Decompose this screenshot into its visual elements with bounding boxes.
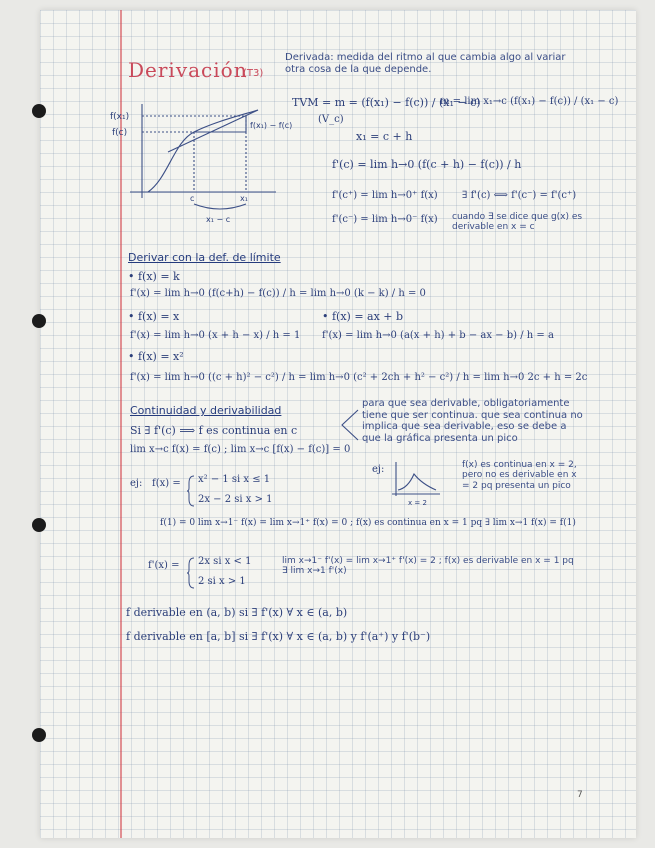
derivative-conclusion: lim x→1⁻ f'(x) = lim x→1⁺ f'(x) = 2 ; f(x) es derivable en x = 1 pq ∃ lim x→1 f'(x)	[282, 556, 574, 577]
derivative-branch-2: 2 si x > 1	[198, 576, 246, 587]
secant-line	[168, 110, 258, 152]
derivative-branch-1: 2x si x < 1	[198, 556, 252, 567]
example-square-func: • f(x) = x²	[128, 350, 184, 363]
derivative-definition: f'(c) = lim h→0 (f(c + h) − f(c)) / h	[332, 158, 522, 171]
function-curve	[148, 110, 258, 192]
example-constant-calc: f'(x) = lim h→0 (f(c+h) − f(c)) / h = lim h→0 (k − k) / h = 0	[130, 288, 426, 299]
existence-note: cuando ∃ se dice que g(x) es derivable en x = c	[452, 212, 583, 233]
title-number: (T3)	[243, 68, 264, 79]
label-f-c: f(c)	[112, 128, 128, 138]
section-heading-continuity: Continuidad y derivabilidad	[130, 404, 282, 417]
definition-note: Derivada: medida del ritmo al que cambia algo al variar otra cosa de la que depende.	[285, 52, 566, 75]
example-linear-calc: f'(x) = lim h→0 (a(x + h) + b − ax − b) / h = a	[322, 330, 554, 341]
closed-interval-condition: f derivable en [a, b] si ∃ f'(x) ∀ x ∈ (a, b) y f'(a⁺) y f'(b⁻)	[126, 630, 431, 643]
page-title: Derivación	[128, 58, 248, 82]
bracket-arrow	[332, 408, 362, 442]
tvm-formula: TVM = m = (f(x₁) − f(c)) / (x₁ − c)	[292, 96, 481, 109]
piecewise-branch-1: x² − 1 si x ≤ 1	[198, 474, 271, 485]
peak-x-label: x = 2	[408, 499, 427, 507]
binder-hole	[32, 314, 46, 328]
tvm-slope-limit: m = lim x₁→c (f(x₁) − f(c)) / (x₁ − c)	[440, 96, 619, 107]
label-f-x1: f(x₁)	[110, 112, 130, 122]
label-x-minus-c: x₁ − c	[206, 215, 231, 224]
label-x1: x₁	[240, 194, 248, 203]
piecewise-continuity: f(1) = 0 lim x→1⁻ f(x) = lim x→1⁺ f(x) = 0 ; f(x) es continua en x = 1 pq ∃ lim x→1 f(x) = f(1)	[160, 518, 576, 528]
open-interval-condition: f derivable en (a, b) si ∃ f'(x) ∀ x ∈ (a, b)	[126, 606, 348, 619]
piecewise-example-label: ej:	[130, 478, 143, 489]
piecewise-brace	[186, 474, 196, 508]
example-square-calc: f'(x) = lim h→0 ((c + h)² − c²) / h = lim h→0 (c² + 2ch + h² − c²) / h = lim h→0 2c + h = 2c	[130, 372, 588, 383]
piecewise-func-name: f(x) =	[152, 478, 181, 489]
tvm-graph	[108, 98, 293, 226]
binder-hole	[32, 728, 46, 742]
binder-hole	[32, 518, 46, 532]
left-derivative: f'(c⁻) = lim h→0⁻ f(x)	[332, 214, 438, 225]
x-minus-c-brace	[194, 204, 246, 209]
derivative-func-name: f'(x) =	[148, 560, 180, 571]
piecewise-branch-2: 2x − 2 si x > 1	[198, 494, 273, 505]
page-number: 7	[577, 790, 583, 800]
label-difference: f(x₁) − f(c)	[250, 121, 293, 130]
example-identity-func: • f(x) = x	[128, 310, 180, 323]
side-example-label: ej:	[372, 464, 385, 475]
right-derivative: f'(c⁺) = lim h→0⁺ f(x)	[332, 190, 438, 201]
example-linear-func: • f(x) = ax + b	[322, 310, 404, 323]
example-identity-calc: f'(x) = lim h→0 (x + h − x) / h = 1	[130, 330, 301, 341]
peak-note: f(x) es continua en x = 2, pero no es derivable en x = 2 pq presenta un pico	[462, 460, 577, 491]
continuity-side-note: para que sea derivable, obligatoriamente tiene que ser continua. que sea continua no implica que sea derivable, eso se debe a que la gráfica presenta un pico	[362, 398, 583, 444]
label-c: c	[190, 194, 195, 203]
continuity-rule: Si ∃ f'(c) ⟹ f es continua en c	[130, 424, 298, 437]
peak-curve	[398, 474, 436, 490]
tvm-vc: (V_c)	[318, 114, 344, 125]
binder-hole	[32, 104, 46, 118]
tvm-substitution: x₁ = c + h	[356, 130, 413, 143]
peak-graph	[390, 460, 442, 508]
example-constant-func: • f(x) = k	[128, 270, 180, 283]
derivative-brace	[186, 556, 196, 590]
section-heading-limit: Derivar con la def. de límite	[128, 251, 281, 264]
continuity-rule-detail: lim x→c f(x) = f(c) ; lim x→c [f(x) − f(c)] = 0	[130, 444, 351, 455]
derivative-existence: ∃ f'(c) ⟺ f'(c⁻) = f'(c⁺)	[462, 190, 577, 201]
